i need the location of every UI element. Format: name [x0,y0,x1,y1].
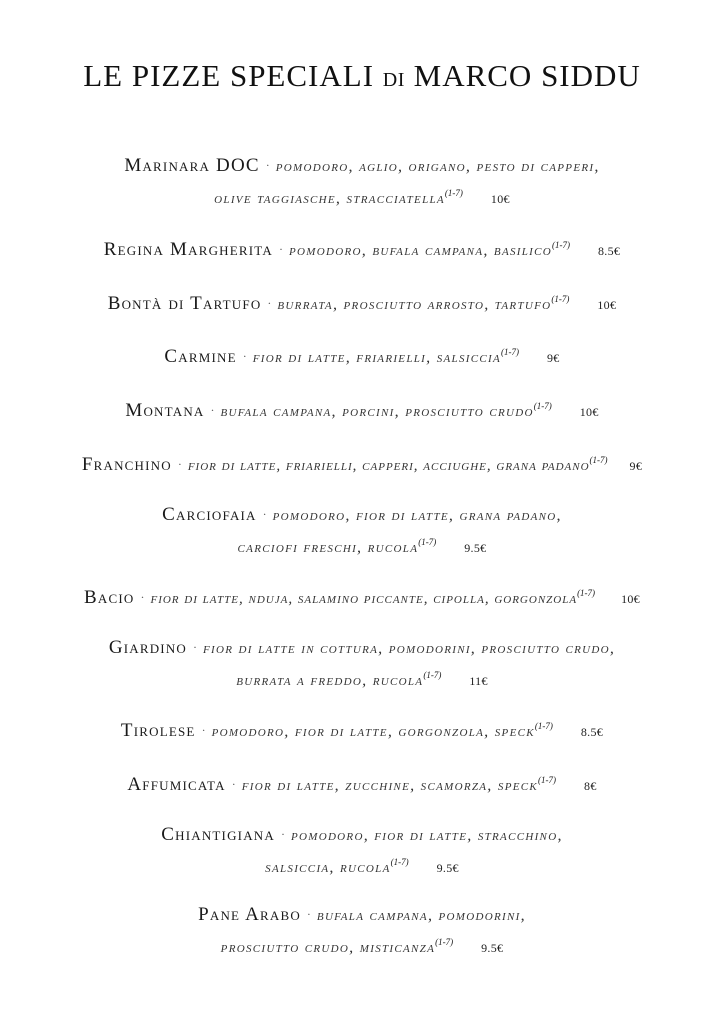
item-ingredients-continued: prosciutto crudo, misticanza [220,939,436,956]
separator: · [242,349,247,363]
item-name: Bacio [84,587,135,608]
allergen-mark: (1-7) [418,537,437,547]
item-price: 8€ [584,779,597,793]
item-line-1 [0,580,724,616]
menu-item-montana [0,393,724,425]
item-ingredients: pomodoro, aglio, origano, pesto di capperi, [275,158,600,175]
allergen-mark: (1-7) [538,775,557,785]
item-line-2 [0,662,724,694]
menu-item-marinara-doc [0,152,724,212]
item-ingredients-continued: burrata a freddo, rucola [236,672,424,689]
item-name: Carmine [164,346,237,367]
item-price: 10€ [621,592,640,606]
item-price: 9.5€ [436,861,459,875]
menu-item-bacio [0,580,724,616]
item-line-2 [0,849,724,881]
menu-item-chiantigiana [0,821,724,881]
menu-item-tirolese [0,713,724,745]
menu-item-pane-arabo [0,901,724,961]
separator: · [262,507,267,521]
item-name: Pane Arabo [198,904,301,925]
item-line-2 [0,929,724,961]
menu-item-carmine [0,339,724,371]
menu-item-giardino [0,634,724,694]
item-name: Giardino [108,637,188,658]
item-price: 10€ [490,192,510,206]
item-line-1 [0,901,724,929]
item-name: Marinara DOC [124,155,260,176]
item-ingredients: burrata, prosciutto arrosto, tartufo [277,296,552,313]
separator: · [279,242,283,256]
separator: · [306,907,311,921]
item-line-1 [0,821,724,849]
menu-item-franchino [0,447,724,483]
title-part-1: LE PIZZE SPECIALI [83,58,375,93]
item-ingredients: fior di latte, zucchine, scamorza, speck [241,777,539,794]
separator: · [280,827,285,841]
item-line-1 [0,501,724,529]
allergen-mark: (1-7) [435,937,454,947]
item-ingredients: fior di latte, friarielli, salsiccia [252,349,501,366]
item-line-1 [0,447,724,483]
item-ingredients: pomodoro, fior di latte, gorgonzola, speck [211,723,535,740]
item-ingredients: pomodoro, bufala campana, basilico [289,242,552,259]
allergen-mark: (1-7) [444,188,463,198]
item-price: 9€ [629,459,643,473]
item-price: 11€ [469,674,488,688]
item-ingredients: fior di latte, friarielli, capperi, acciughe, grana padano [187,458,590,474]
separator: · [265,158,270,172]
item-ingredients: pomodoro, fior di latte, grana padano, [272,507,562,524]
separator: · [140,590,145,604]
separator: · [201,723,206,737]
item-ingredients: pomodoro, fior di latte, stracchino, [290,827,563,844]
item-line-2 [0,529,724,561]
allergen-mark: (1-7) [533,401,552,411]
item-ingredients: bufala campana, porcini, prosciutto crudo [220,403,534,420]
item-price: 8.5€ [580,725,604,739]
item-price: 10€ [597,298,617,312]
item-line-1 [0,286,724,318]
allergen-mark: (1-7) [577,588,596,598]
allergen-mark: (1-7) [500,347,519,357]
item-price: 8.5€ [598,244,621,258]
item-name: Bontà di Tartufo [107,293,262,314]
item-price: 10€ [579,405,599,419]
allergen-mark: (1-7) [534,721,553,731]
menu-item-carciofaia [0,501,724,561]
item-line-2 [0,180,724,212]
item-ingredients: fior di latte, nduja, salamino piccante, cipolla, gorgonzola [150,591,578,607]
item-line-1 [0,339,724,371]
item-line-1 [0,634,724,662]
item-line-1 [0,713,724,745]
allergen-mark: (1-7) [390,857,409,867]
title-di: DI [382,69,405,91]
title-part-2: MARCO SIDDU [413,58,641,93]
menu-item-bonta-di-tartufo [0,286,724,318]
item-name: Affumicata [127,774,226,795]
item-line-1 [0,393,724,425]
separator: · [267,296,272,310]
allergen-mark: (1-7) [552,240,570,250]
item-name: Tirolese [120,720,196,741]
item-ingredients-continued: olive taggiasche, stracciatella [214,190,445,207]
item-name: Regina Margherita [103,239,273,260]
menu-item-affumicata [0,767,724,799]
separator: · [231,777,236,791]
item-name: Franchino [81,454,172,475]
item-name: Carciofaia [162,504,257,525]
item-ingredients-continued: carciofi freschi, rucola [237,539,419,556]
item-line-1 [0,232,724,264]
item-ingredients: fior di latte in cottura, pomodorini, prosciutto crudo, [203,640,616,657]
item-name: Chiantigiana [161,824,275,845]
separator: · [177,457,182,471]
allergen-mark: (1-7) [423,670,442,680]
separator: · [210,403,215,417]
item-name: Montana [125,400,205,421]
item-line-1 [0,152,724,180]
item-price: 9.5€ [481,941,504,955]
item-price: 9€ [546,351,560,365]
item-ingredients: bufala campana, pomodorini, [316,907,526,924]
page-title [0,58,724,94]
separator: · [193,640,198,654]
item-price: 9.5€ [464,541,487,555]
allergen-mark: (1-7) [551,294,570,304]
item-line-1 [0,767,724,799]
menu-item-regina-margherita [0,232,724,264]
item-ingredients-continued: salsiccia, rucola [265,859,391,876]
allergen-mark: (1-7) [589,455,608,465]
